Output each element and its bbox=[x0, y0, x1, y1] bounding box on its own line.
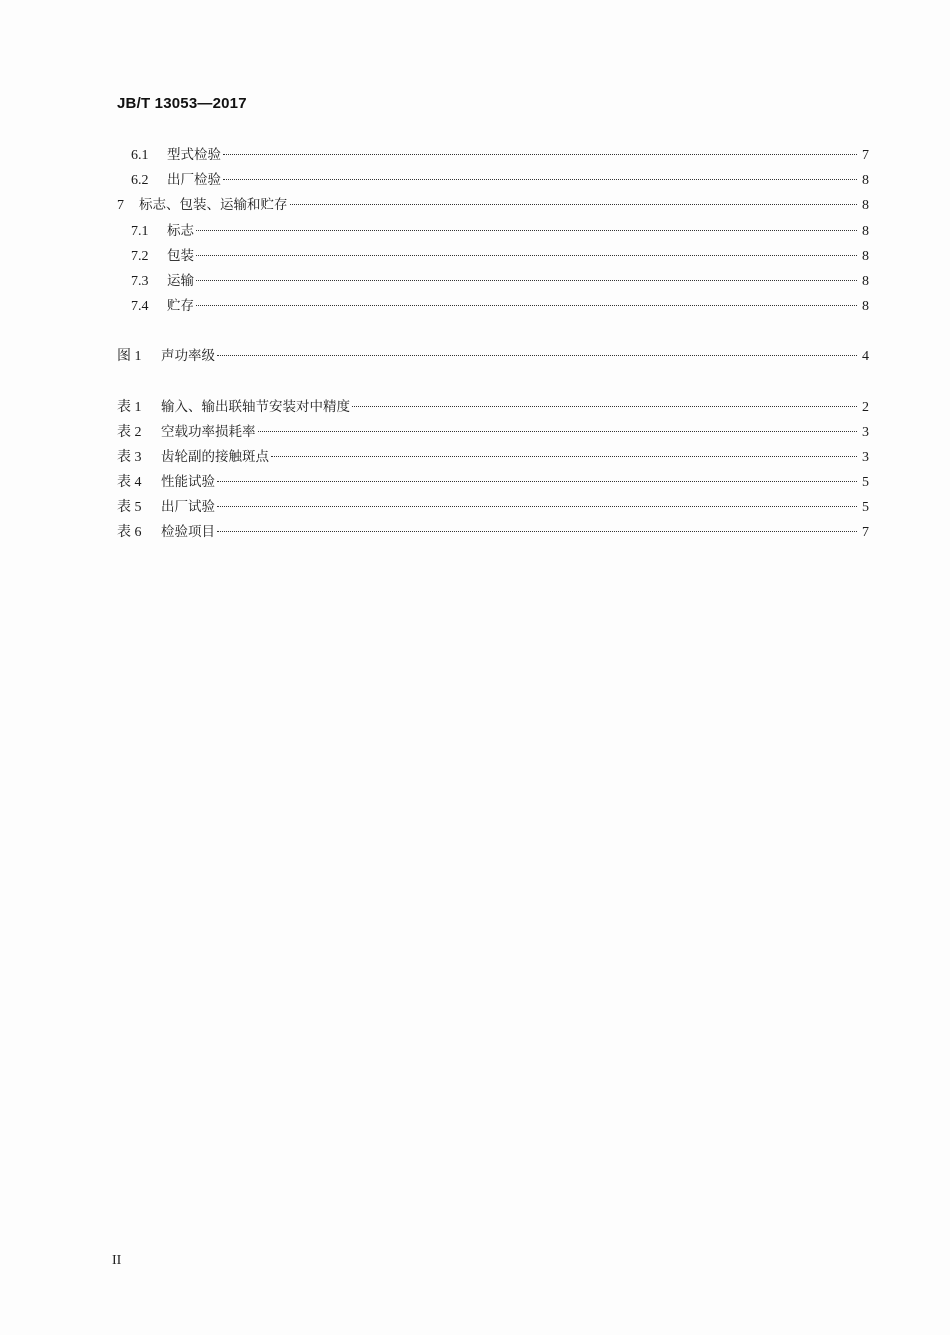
toc-table-3[interactable] bbox=[117, 445, 869, 470]
toc-entry-number: 图 1 bbox=[117, 349, 142, 365]
dot-leader bbox=[223, 179, 857, 180]
toc-entry-page: 8 bbox=[862, 273, 869, 289]
toc-entry-number: 表 5 bbox=[117, 500, 142, 516]
toc-sections bbox=[117, 143, 869, 319]
toc-table-1[interactable] bbox=[117, 395, 869, 420]
toc-entry-number: 6.1 bbox=[131, 148, 149, 163]
toc-entry-number: 7 bbox=[117, 198, 124, 214]
toc-entry-page: 5 bbox=[862, 500, 869, 516]
toc-entry-number: 7.2 bbox=[131, 248, 149, 264]
toc-entry-page: 8 bbox=[862, 299, 869, 315]
toc-figures bbox=[117, 344, 869, 369]
toc-entry-number: 表 6 bbox=[117, 525, 142, 541]
toc-entry-page: 8 bbox=[862, 223, 869, 239]
toc-entry-page: 3 bbox=[862, 449, 869, 465]
toc-entry-title: 出厂检验 bbox=[167, 172, 221, 189]
toc-entry-title: 检验项目 bbox=[161, 524, 215, 541]
toc-entry-7-4[interactable] bbox=[117, 294, 869, 319]
toc-table-6[interactable] bbox=[117, 520, 869, 545]
toc-entry-page: 7 bbox=[862, 525, 869, 541]
toc-entry-7-3[interactable] bbox=[117, 269, 869, 294]
dot-leader bbox=[217, 506, 857, 507]
toc-table-5[interactable] bbox=[117, 495, 869, 520]
toc-entry-6-1[interactable] bbox=[117, 143, 869, 168]
toc-entry-title: 标志、包装、运输和贮存 bbox=[139, 197, 288, 214]
table-of-contents bbox=[117, 143, 869, 546]
dot-leader bbox=[223, 154, 857, 155]
toc-entry-title: 运输 bbox=[167, 272, 194, 289]
toc-entry-number: 7.4 bbox=[131, 299, 149, 315]
dot-leader bbox=[196, 305, 857, 306]
toc-entry-7-1[interactable] bbox=[117, 219, 869, 244]
dot-leader bbox=[217, 355, 857, 356]
toc-entry-title: 齿轮副的接触斑点 bbox=[161, 448, 269, 465]
toc-entry-title: 型式检验 bbox=[167, 147, 221, 163]
toc-entry-7[interactable] bbox=[117, 193, 869, 218]
dot-leader bbox=[290, 204, 858, 205]
toc-entry-title: 输入、输出联轴节安装对中精度 bbox=[161, 398, 350, 415]
toc-entry-title: 性能试验 bbox=[161, 474, 215, 491]
dot-leader bbox=[217, 531, 857, 532]
toc-table-4[interactable] bbox=[117, 470, 869, 495]
dot-leader bbox=[196, 230, 857, 231]
dot-leader bbox=[258, 431, 858, 432]
toc-entry-page: 4 bbox=[862, 349, 869, 365]
toc-entry-title: 包装 bbox=[167, 247, 194, 264]
toc-entry-number: 表 4 bbox=[117, 475, 142, 491]
toc-entry-number: 表 1 bbox=[117, 399, 142, 415]
toc-entry-page: 3 bbox=[862, 424, 869, 440]
toc-entry-6-2[interactable] bbox=[117, 168, 869, 193]
page-number: II bbox=[112, 1253, 122, 1268]
toc-entry-page: 7 bbox=[862, 148, 869, 163]
toc-entry-title: 标志 bbox=[167, 222, 194, 239]
dot-leader bbox=[217, 481, 857, 482]
toc-entry-number: 7.3 bbox=[131, 273, 149, 289]
toc-spacer bbox=[117, 319, 869, 344]
dot-leader bbox=[352, 406, 857, 407]
toc-entry-page: 5 bbox=[862, 475, 869, 491]
toc-entry-page: 2 bbox=[862, 399, 869, 415]
toc-entry-number: 7.1 bbox=[131, 223, 149, 239]
toc-figure-1[interactable] bbox=[117, 344, 869, 369]
toc-entry-title: 空载功率损耗率 bbox=[161, 423, 256, 440]
dot-leader bbox=[271, 456, 857, 457]
toc-spacer bbox=[117, 370, 869, 395]
dot-leader bbox=[196, 280, 857, 281]
dot-leader bbox=[196, 255, 857, 256]
toc-entry-title: 声功率级 bbox=[161, 348, 215, 365]
toc-entry-page: 8 bbox=[862, 248, 869, 264]
toc-tables bbox=[117, 395, 869, 546]
toc-entry-number: 6.2 bbox=[131, 173, 149, 189]
toc-entry-number: 表 2 bbox=[117, 424, 142, 440]
toc-entry-title: 贮存 bbox=[167, 298, 194, 315]
toc-entry-7-2[interactable] bbox=[117, 244, 869, 269]
toc-entry-number: 表 3 bbox=[117, 449, 142, 465]
toc-table-2[interactable] bbox=[117, 420, 869, 445]
toc-entry-page: 8 bbox=[862, 173, 869, 189]
standard-code-header: JB/T 13053—2017 bbox=[117, 95, 247, 112]
toc-entry-page: 8 bbox=[862, 198, 869, 214]
toc-entry-title: 出厂试验 bbox=[161, 499, 215, 516]
